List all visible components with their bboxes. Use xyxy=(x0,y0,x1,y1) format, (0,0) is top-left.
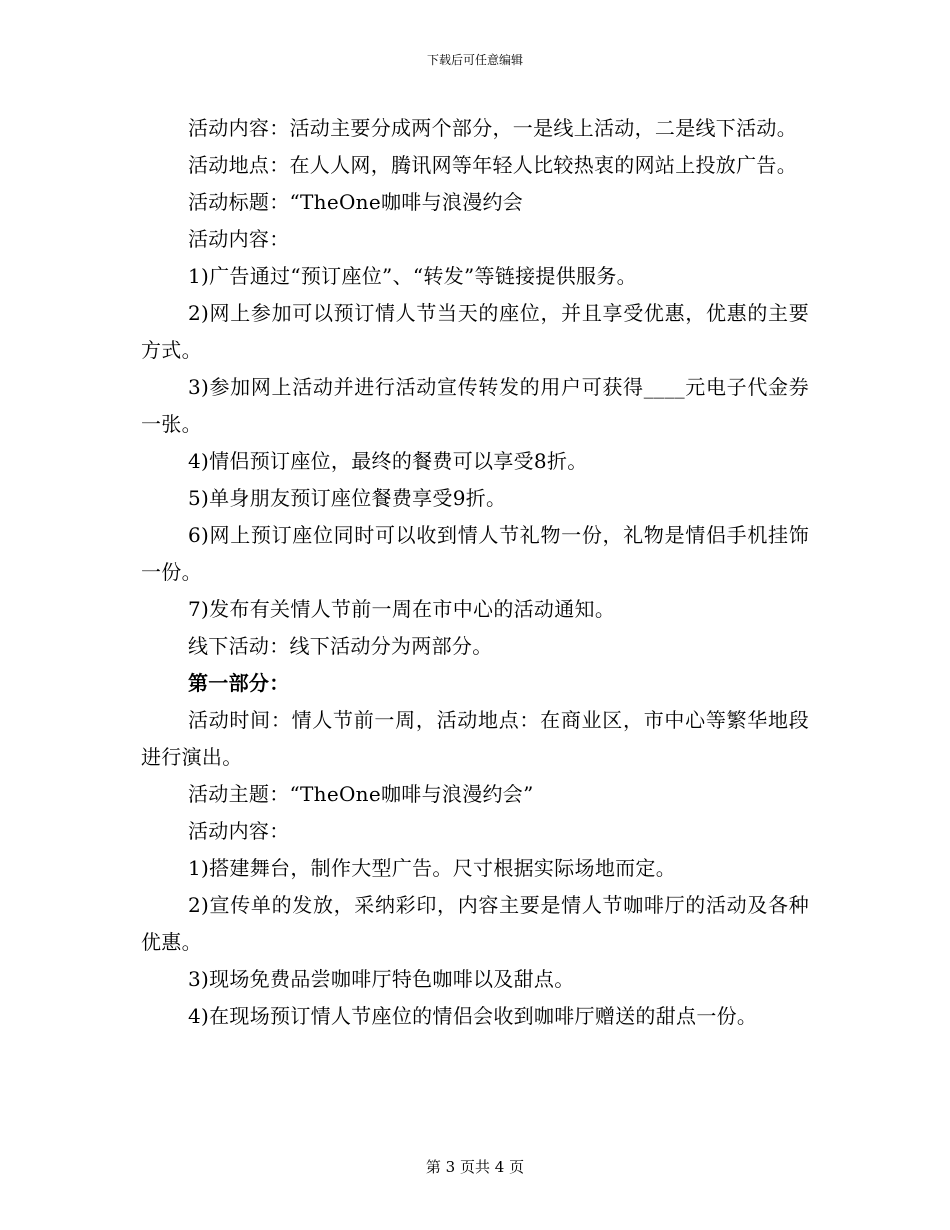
page-header: 下载后可任意编辑 xyxy=(426,53,523,67)
paragraph: 7)发布有关情人节前一周在市中心的活动通知。 xyxy=(188,597,616,621)
paragraph: 4)情侣预订座位，最终的餐费可以享受8折。 xyxy=(188,449,588,473)
paragraph: 活动地点：在人人网，腾讯网等年轻人比较热衷的网站上投放广告。 xyxy=(188,153,797,177)
paragraph: 3)参加网上活动并进行活动宣传转发的用户可获得____元电子代金券一张。 xyxy=(141,375,809,436)
paragraph: 活动标题：“TheOne咖啡与浪漫约会 xyxy=(188,190,524,214)
section-heading: 第一部分： xyxy=(188,671,290,695)
page-footer: 第 3 页共 4 页 xyxy=(425,1158,525,1176)
paragraph: 2)宣传单的发放，采纳彩印，内容主要是情人节咖啡厅的活动及各种优惠。 xyxy=(141,893,809,954)
paragraph: 6)网上预订座位同时可以收到情人节礼物一份，礼物是情侣手机挂饰一份。 xyxy=(141,523,809,584)
paragraph: 4)在现场预订情人节座位的情侣会收到咖啡厅赠送的甜点一份。 xyxy=(188,1004,758,1028)
paragraph: 2)网上参加可以预订情人节当天的座位，并且享受优惠，优惠的主要方式。 xyxy=(141,301,809,362)
paragraph: 1)搭建舞台，制作大型广告。尺寸根据实际场地而定。 xyxy=(188,856,677,880)
paragraph: 活动内容：活动主要分成两个部分，一是线上活动，二是线下活动。 xyxy=(188,116,797,140)
paragraph: 活动内容： xyxy=(188,227,290,251)
paragraph: 活动内容： xyxy=(188,819,290,843)
paragraph: 5)单身朋友预订座位餐费享受9折。 xyxy=(188,486,507,510)
paragraph: 活动时间：情人节前一周，活动地点：在商业区，市中心等繁华地段进行演出。 xyxy=(141,708,809,769)
paragraph: 活动主题：“TheOne咖啡与浪漫约会” xyxy=(188,782,534,806)
document-body xyxy=(141,110,809,1035)
paragraph: 3)现场免费品尝咖啡厅特色咖啡以及甜点。 xyxy=(188,967,575,991)
paragraph: 线下活动：线下活动分为两部分。 xyxy=(188,634,493,658)
paragraph: 1)广告通过“预订座位”、“转发”等链接提供服务。 xyxy=(188,264,637,288)
